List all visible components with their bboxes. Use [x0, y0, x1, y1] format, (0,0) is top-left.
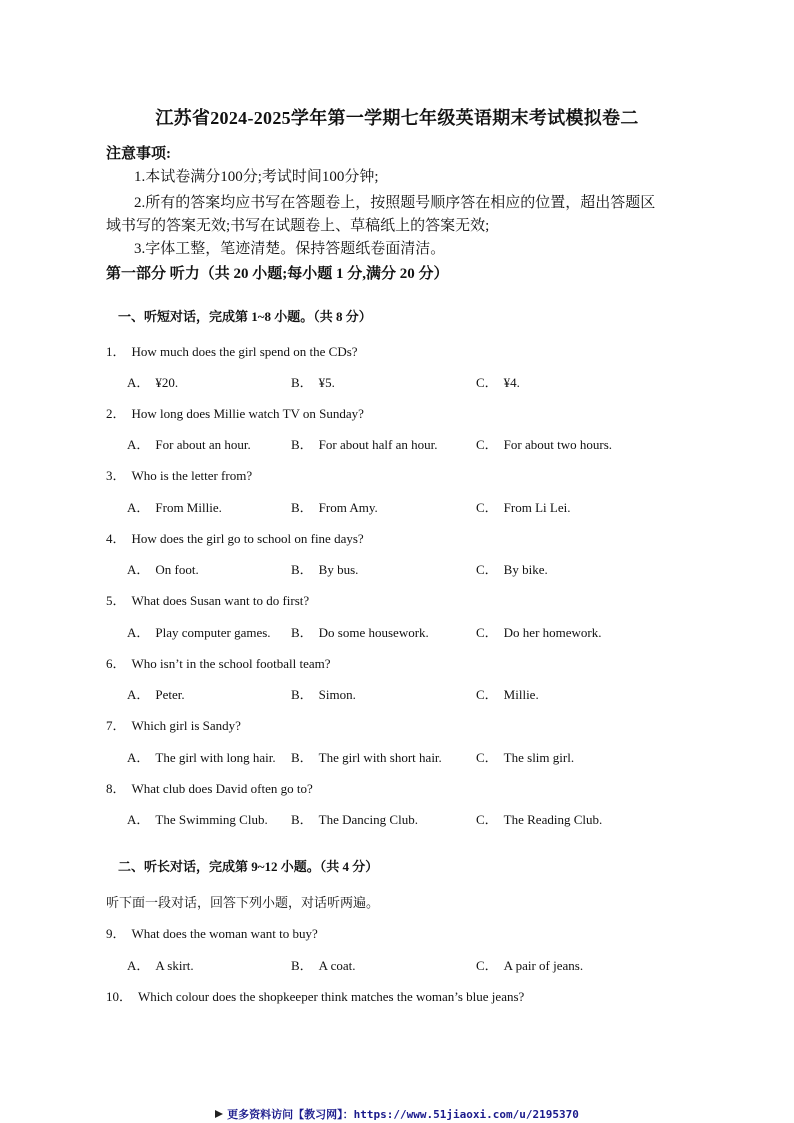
option-b [291, 684, 356, 703]
option-text: For about half an hour. [318, 437, 438, 452]
part-heading: 第一部分 听力（共 20 小题;每小题 1 分,满分 20 分） [106, 266, 449, 282]
option-letter: C． [476, 375, 498, 390]
question-4 [106, 528, 364, 547]
section-heading-1: 一、听短对话，完成第 1~8 小题。（共 8 分） [118, 309, 372, 324]
question-8 [106, 778, 313, 797]
option-a [127, 684, 185, 703]
option-letter: A． [127, 687, 150, 702]
question-2 [106, 403, 364, 422]
option-text: Play computer games. [155, 625, 271, 640]
option-b [291, 372, 335, 391]
option-letter: C． [476, 437, 498, 452]
question-text: Which colour does the shopkeeper think matches the woman’s blue jeans? [138, 989, 525, 1004]
option-letter: B． [291, 562, 313, 577]
question-number: 3． [106, 468, 126, 483]
exam-title: 江苏省2024-2025学年第一学期七年级英语期末考试模拟卷二 [155, 108, 639, 128]
option-text: The slim girl. [503, 750, 575, 765]
option-letter: A． [127, 625, 150, 640]
question-text: How much does the girl spend on the CDs? [131, 344, 358, 359]
option-text: ¥4. [503, 375, 520, 390]
option-letter: B． [291, 687, 313, 702]
option-text: On foot. [155, 562, 199, 577]
question-text: Which girl is Sandy? [131, 718, 241, 733]
option-b [291, 559, 358, 578]
option-letter: B． [291, 958, 313, 973]
option-text: By bike. [503, 562, 548, 577]
option-a [127, 372, 178, 391]
option-text: A pair of jeans. [503, 958, 584, 973]
option-letter: C． [476, 750, 498, 765]
question-number: 5． [106, 593, 126, 608]
option-a [127, 434, 251, 453]
option-letter: A． [127, 812, 150, 827]
question-9 [106, 923, 318, 942]
option-text: Do her homework. [503, 625, 602, 640]
option-c [476, 434, 612, 453]
option-text: By bus. [318, 562, 359, 577]
question-number: 1． [106, 344, 126, 359]
option-text: Do some housework. [318, 625, 429, 640]
option-letter: C． [476, 562, 498, 577]
option-text: The Swimming Club. [155, 812, 268, 827]
question-text: What does the woman want to buy? [131, 926, 318, 941]
question-number: 7． [106, 718, 126, 733]
option-text: ¥5. [318, 375, 335, 390]
option-letter: B． [291, 625, 313, 640]
question-6 [106, 653, 331, 672]
option-text: The Reading Club. [503, 812, 603, 827]
question-text: How long does Millie watch TV on Sunday? [131, 406, 364, 421]
option-c [476, 809, 602, 828]
option-letter: B． [291, 812, 313, 827]
option-text: For about two hours. [503, 437, 613, 452]
option-text: The Dancing Club. [318, 812, 418, 827]
option-text: Simon. [318, 687, 356, 702]
question-text: How does the girl go to school on fine days? [131, 531, 364, 546]
option-b [291, 747, 442, 766]
footer-link[interactable] [0, 1106, 794, 1122]
option-c [476, 955, 583, 974]
option-letter: A． [127, 750, 150, 765]
option-c [476, 747, 574, 766]
option-text: Millie. [503, 687, 539, 702]
option-c [476, 559, 548, 578]
option-b [291, 955, 356, 974]
option-text: ¥20. [155, 375, 179, 390]
question-3 [106, 465, 252, 484]
question-number: 4． [106, 531, 126, 546]
option-letter: B． [291, 375, 313, 390]
question-number: 2． [106, 406, 126, 421]
question-5 [106, 590, 309, 609]
option-letter: A． [127, 375, 150, 390]
question-text: Who isn’t in the school football team? [131, 656, 331, 671]
flag-icon [215, 1110, 223, 1118]
question-7 [106, 715, 241, 734]
option-letter: C． [476, 625, 498, 640]
question-10 [106, 986, 524, 1005]
option-b [291, 434, 437, 453]
section-intro: 听下面一段对话，回答下列小题，对话听两遍。 [106, 895, 380, 910]
option-text: The girl with long hair. [155, 750, 276, 765]
option-text: From Amy. [318, 500, 378, 515]
option-c [476, 622, 602, 641]
option-text: A skirt. [155, 958, 194, 973]
question-number: 10． [106, 989, 133, 1004]
option-c [476, 372, 520, 391]
option-b [291, 809, 418, 828]
option-c [476, 684, 539, 703]
option-letter: C． [476, 687, 498, 702]
option-a [127, 622, 271, 641]
option-letter: A． [127, 437, 150, 452]
option-a [127, 955, 194, 974]
option-text: From Millie. [155, 500, 222, 515]
note-item-2-continued: 域书写的答案无效;书写在试题卷上、草稿纸上的答案无效; [106, 218, 490, 234]
option-c [476, 497, 570, 516]
question-number: 9． [106, 926, 126, 941]
note-item-1: 1.本试卷满分100分;考试时间100分钟; [134, 169, 379, 185]
option-letter: C． [476, 500, 498, 515]
question-text: What club does David often go to? [131, 781, 313, 796]
question-number: 8． [106, 781, 126, 796]
section-heading-2: 二、听长对话，完成第 9~12 小题。（共 4 分） [118, 859, 379, 874]
option-text: From Li Lei. [503, 500, 571, 515]
option-a [127, 559, 199, 578]
option-letter: B． [291, 750, 313, 765]
question-text: What does Susan want to do first? [131, 593, 310, 608]
note-item-2: 2.所有的答案均应书写在答题卷上，按照题号顺序答在相应的位置，超出答题区 [134, 195, 656, 211]
notes-heading: 注意事项: [106, 146, 171, 162]
option-text: Peter. [155, 687, 185, 702]
question-number: 6． [106, 656, 126, 671]
option-letter: B． [291, 437, 313, 452]
option-letter: A． [127, 500, 150, 515]
option-a [127, 497, 222, 516]
option-b [291, 497, 378, 516]
option-letter: A． [127, 562, 150, 577]
question-text: Who is the letter from? [131, 468, 253, 483]
question-1 [106, 341, 358, 360]
footer-text: 更多资料访问【教习网】：https://www.51jiaoxi.com/u/2195370 [227, 1108, 579, 1121]
option-letter: A． [127, 958, 150, 973]
option-b [291, 622, 429, 641]
option-text: The girl with short hair. [318, 750, 442, 765]
option-text: A coat. [318, 958, 356, 973]
option-a [127, 809, 268, 828]
option-text: For about an hour. [155, 437, 251, 452]
note-item-3: 3.字体工整，笔迹清楚。保持答题纸卷面清洁。 [134, 241, 446, 257]
option-letter: C． [476, 812, 498, 827]
option-letter: B． [291, 500, 313, 515]
option-letter: C． [476, 958, 498, 973]
option-a [127, 747, 276, 766]
